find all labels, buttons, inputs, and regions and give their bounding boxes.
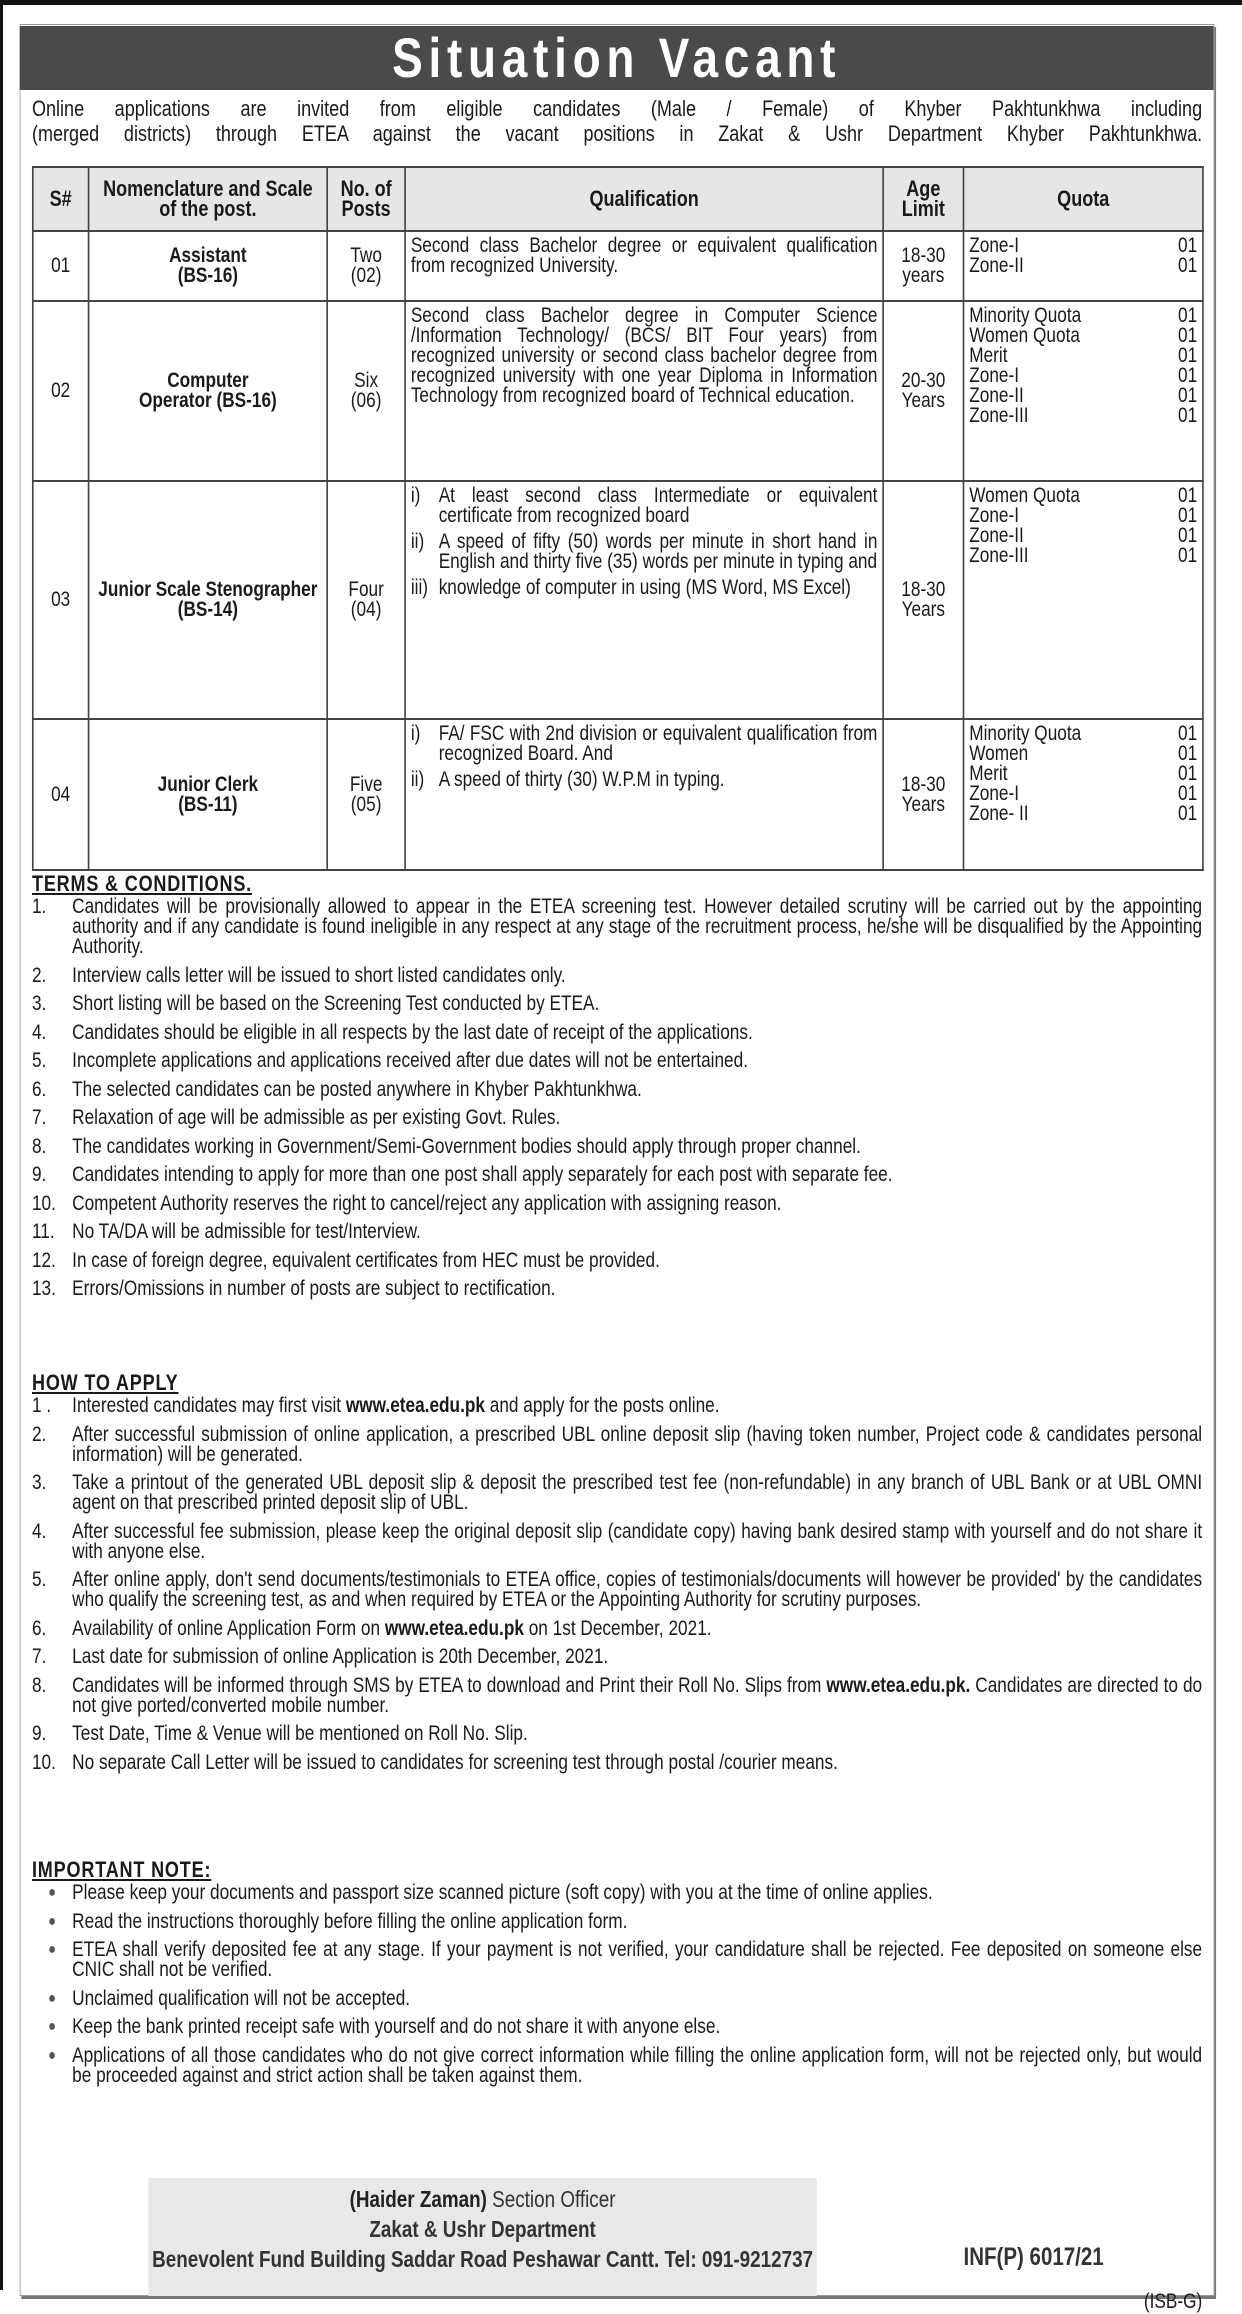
list-item bbox=[31, 963, 1202, 987]
posts-number: (06) bbox=[350, 389, 382, 412]
list-item bbox=[31, 1248, 1202, 1272]
list-item bbox=[32, 1986, 1202, 2010]
quota bbox=[964, 719, 1203, 870]
section-heading: HOW TO APPLY bbox=[31, 1370, 179, 1395]
quota-item bbox=[969, 784, 1197, 804]
bullet-icon: ● bbox=[48, 1989, 57, 2007]
list-item bbox=[32, 897, 1202, 957]
intro-text bbox=[32, 96, 1202, 146]
item-number: 2. bbox=[31, 1422, 47, 1446]
item-text bbox=[72, 1519, 1203, 1563]
website-link[interactable]: www.etea.edu.pk bbox=[345, 1394, 485, 1417]
quota-name: Zone-I bbox=[969, 504, 1020, 527]
qualification-item bbox=[411, 532, 878, 572]
quota-item bbox=[969, 526, 1197, 546]
item-text bbox=[72, 1647, 1202, 1667]
list-item bbox=[32, 1724, 1202, 1744]
quota-name: Zone-II bbox=[969, 384, 1024, 407]
quota-name: Zone-III bbox=[969, 544, 1029, 567]
bullet-icon: ● bbox=[48, 1884, 57, 1901]
item-number: 9. bbox=[31, 1163, 47, 1186]
item-number: 4. bbox=[31, 1020, 47, 1044]
quota-count: 01 bbox=[1178, 742, 1198, 765]
list-item bbox=[32, 1165, 1202, 1185]
quota-item bbox=[969, 486, 1197, 506]
qualification-item bbox=[411, 486, 878, 526]
quota-name: Minority Quota bbox=[969, 722, 1082, 745]
posts-number: (04) bbox=[350, 598, 382, 621]
item-text: No TA/DA will be admissible for test/Interview. bbox=[72, 1220, 421, 1243]
serial-number: 02 bbox=[33, 301, 89, 481]
bullet-icon: ● bbox=[48, 2018, 57, 2035]
quota bbox=[964, 481, 1203, 719]
post-name bbox=[89, 481, 328, 719]
quota-count: 01 bbox=[1178, 484, 1198, 507]
quota-count: 01 bbox=[1178, 544, 1198, 567]
table-row bbox=[33, 481, 1203, 719]
posts-word: Five bbox=[349, 772, 383, 796]
intro-line: (merged districts) through ETEA against the vacant positions in Zakat & Ushr Department Khyber Pakhtunkhwa. bbox=[31, 121, 1203, 146]
item-text: ETEA shall verify deposited fee at any stage. If your payment is not verified, your candidature shall be rejected. Fee deposited on someone else CNIC shall not be verified. bbox=[72, 1938, 1203, 1981]
column-header: Age Limit bbox=[883, 167, 963, 231]
post-scale: (BS-11) bbox=[178, 792, 238, 816]
quota-count: 01 bbox=[1178, 384, 1198, 407]
post-name bbox=[89, 231, 328, 301]
intro-line: Online applications are invited from eligible candidates (Male / Female) of Khyber Pakhtunkhwa including bbox=[31, 96, 1203, 121]
qualification bbox=[405, 719, 883, 870]
text-part: Test Date, Time & Venue will be mentioned on Roll No. Slip. bbox=[72, 1722, 528, 1745]
quota-name: Merit bbox=[969, 344, 1008, 367]
qualification bbox=[405, 301, 883, 481]
quota-item bbox=[969, 236, 1197, 256]
quota-name: Zone-I bbox=[969, 782, 1020, 805]
department: Zakat & Ushr Department bbox=[369, 2216, 596, 2242]
qualification-item bbox=[411, 236, 878, 276]
age-range: 18-30 bbox=[901, 244, 946, 267]
reference-number: INF(P) 6017/21 bbox=[963, 2243, 1104, 2271]
age-unit: years bbox=[902, 264, 945, 287]
item-text: Candidates intending to apply for more than one post shall apply separately for each post with separate fee. bbox=[72, 1163, 893, 1186]
list-item bbox=[31, 1134, 1202, 1158]
quota-item bbox=[969, 366, 1197, 386]
list-item bbox=[32, 1647, 1202, 1667]
signature-block bbox=[148, 2178, 816, 2296]
quota-name: Merit bbox=[969, 762, 1008, 785]
item-number: 6. bbox=[31, 1616, 47, 1640]
item-text bbox=[72, 1724, 1202, 1744]
posts-word: Six bbox=[354, 369, 379, 392]
quota-item bbox=[969, 406, 1197, 426]
list-item bbox=[31, 1616, 1202, 1640]
item-text bbox=[72, 1396, 1202, 1416]
address: Benevolent Fund Building Saddar Road Peshawar Cantt. Tel: 091-9212737 bbox=[152, 2246, 814, 2272]
quota-count: 01 bbox=[1178, 722, 1198, 745]
item-text: A speed of fifty (50) words per minute in short hand in English and thirty five (35) words per minute in typing and bbox=[438, 530, 878, 573]
quota-name: Zone- II bbox=[969, 802, 1029, 825]
item-text: Unclaimed qualification will not be accepted. bbox=[72, 1986, 411, 2010]
quota-name: Women Quota bbox=[969, 484, 1080, 507]
quota-count: 01 bbox=[1178, 802, 1198, 825]
posts-number: (02) bbox=[350, 264, 382, 287]
item-text: Interview calls letter will be issued to short listed candidates only. bbox=[72, 963, 566, 987]
age-unit: Years bbox=[901, 792, 946, 816]
number-of-posts bbox=[327, 481, 405, 719]
list-item bbox=[31, 1519, 1203, 1563]
quota-item bbox=[969, 546, 1197, 566]
age-unit: Years bbox=[901, 389, 946, 412]
list-item bbox=[31, 1422, 1203, 1466]
item-text: Incomplete applications and applications received after due dates will not be entertained. bbox=[72, 1049, 749, 1072]
item-text: Second class Bachelor degree or equivalent qualification from recognized University. bbox=[410, 234, 878, 277]
item-number: 1. bbox=[31, 895, 47, 918]
list-item bbox=[31, 1191, 1202, 1215]
item-number: 7. bbox=[31, 1645, 47, 1668]
item-number: 12. bbox=[31, 1248, 56, 1272]
quota-item bbox=[969, 306, 1197, 326]
item-text: knowledge of computer in using (MS Word, MS Excel) bbox=[438, 576, 851, 599]
item-text: At least second class Intermediate or equivalent certificate from recognized board bbox=[438, 484, 878, 527]
list-item bbox=[32, 1940, 1202, 1980]
important-note-section bbox=[31, 1857, 1203, 2094]
item-text: Keep the bank printed receipt safe with yourself and do not share it with anyone else. bbox=[72, 2015, 721, 2038]
item-text: Read the instructions thoroughly before filling the online application form. bbox=[72, 1909, 628, 1933]
text-part: Take a printout of the generated UBL deposit slip & deposit the prescribed test fee (non-refundable) in any branch of UBL Bank or at UBL OMNI agent on that prescribed printed deposit slip of UBL. bbox=[72, 1471, 1203, 1514]
age-range: 18-30 bbox=[901, 578, 946, 601]
quota-name: Minority Quota bbox=[969, 304, 1082, 327]
list-item bbox=[32, 2017, 1202, 2037]
item-text: Relaxation of age will be admissible as per existing Govt. Rules. bbox=[72, 1106, 561, 1129]
quota bbox=[964, 301, 1203, 481]
officer-name: (Haider Zaman) bbox=[349, 2186, 487, 2212]
age-unit: Years bbox=[901, 598, 946, 621]
item-number: 1 . bbox=[31, 1394, 52, 1417]
table-row bbox=[33, 301, 1203, 481]
post-title: Computer bbox=[167, 369, 249, 392]
quota-count: 01 bbox=[1178, 782, 1198, 805]
item-number: i) bbox=[410, 484, 421, 507]
list-item bbox=[31, 1020, 1202, 1044]
item-number: 7. bbox=[31, 1106, 47, 1129]
column-header: Quota bbox=[964, 167, 1203, 231]
section-heading: TERMS & CONDITIONS. bbox=[31, 871, 253, 896]
item-number: 10. bbox=[31, 1191, 56, 1215]
qualification-item bbox=[411, 578, 878, 598]
item-text: The selected candidates can be posted anywhere in Khyber Pakhtunkhwa. bbox=[72, 1077, 642, 1101]
terms-section bbox=[31, 871, 1203, 1308]
item-text bbox=[72, 1616, 1202, 1640]
website-link[interactable]: www.etea.edu.pk. bbox=[826, 1673, 971, 1697]
post-title: Assistant bbox=[169, 244, 247, 267]
how-to-apply-section bbox=[31, 1370, 1203, 1781]
text-part: on 1st December, 2021. bbox=[523, 1616, 712, 1640]
item-number: iii) bbox=[410, 576, 429, 599]
bullet-icon: ● bbox=[48, 1912, 57, 1930]
serial-number: 04 bbox=[33, 719, 89, 870]
agency-code: (ISB-G) bbox=[1143, 2290, 1203, 2313]
list-item bbox=[32, 2043, 1203, 2087]
post-scale: Operator (BS-16) bbox=[138, 389, 277, 412]
text-part: After successful submission of online application, a prescribed UBL online deposit slip (having token number, Project code & candidates personal information) will be generated. bbox=[72, 1422, 1203, 1466]
item-number: 13. bbox=[31, 1277, 56, 1300]
qualification-item bbox=[411, 724, 878, 764]
item-number: 4. bbox=[31, 1519, 47, 1543]
post-scale: (BS-16) bbox=[177, 264, 239, 287]
age-range: 20-30 bbox=[901, 369, 946, 392]
item-text: A speed of thirty (30) W.P.M in typing. bbox=[438, 768, 725, 791]
column-header: S# bbox=[33, 167, 89, 231]
column-header: Qualification bbox=[405, 167, 883, 231]
text-part: Availability of online Application Form on bbox=[72, 1616, 385, 1640]
item-number: 6. bbox=[31, 1077, 47, 1101]
quota-item bbox=[969, 386, 1197, 406]
number-of-posts bbox=[327, 719, 405, 870]
item-text: The candidates working in Government/Semi-Government bodies should apply through proper channel. bbox=[72, 1134, 861, 1158]
text-part: After online apply, don't send documents/testimonials to ETEA office, copies of testimonials/documents will however be provided' by the candidates who qualify the screening test, as and when required by ETEA or the Appointing Authority for scrutiny purposes. bbox=[72, 1568, 1203, 1611]
item-text: Competent Authority reserves the right to cancel/reject any application with assigning reason. bbox=[72, 1191, 782, 1215]
post-title: Junior Scale Stenographer bbox=[98, 578, 318, 601]
list-item bbox=[31, 1077, 1202, 1101]
officer-designation: Section Officer bbox=[486, 2186, 616, 2212]
number-of-posts bbox=[327, 301, 405, 481]
quota-name: Zone-I bbox=[969, 364, 1020, 387]
item-number: 11. bbox=[31, 1220, 55, 1243]
item-number: i) bbox=[410, 722, 421, 745]
item-number: 8. bbox=[31, 1134, 47, 1158]
quota-item bbox=[969, 346, 1197, 366]
quota-name: Zone-II bbox=[969, 254, 1024, 277]
text-part: Candidates are directed to do not give ported/converted mobile number. bbox=[72, 1673, 1203, 1717]
vacancy-table bbox=[32, 166, 1204, 871]
list-item bbox=[32, 1279, 1202, 1299]
list-item bbox=[32, 1883, 1202, 1903]
item-number: 8. bbox=[31, 1673, 47, 1697]
quota-item bbox=[969, 256, 1197, 276]
item-number: 5. bbox=[31, 1049, 47, 1072]
age-limit bbox=[883, 481, 963, 719]
number-of-posts bbox=[327, 231, 405, 301]
posts-word: Four bbox=[348, 578, 384, 601]
quota-count: 01 bbox=[1178, 504, 1198, 527]
quota-name: Zone-III bbox=[969, 404, 1029, 427]
item-text: Candidates will be provisionally allowed to appear in the ETEA screening test. However detailed scrutiny will be carried out by the appointing authority and if any candidate is found ineligible in any respect at any stage of the recruitment process, he/she will be disqualified by the Appointing Authority. bbox=[72, 895, 1203, 958]
item-number: ii) bbox=[410, 530, 425, 553]
list-item bbox=[31, 1750, 1202, 1774]
list-item bbox=[32, 1570, 1202, 1610]
quota-count: 01 bbox=[1178, 404, 1198, 427]
item-text bbox=[72, 1750, 1202, 1774]
quota-item bbox=[969, 804, 1197, 824]
quota-count: 01 bbox=[1178, 304, 1198, 327]
text-part: After successful fee submission, please keep the original deposit slip (candidate copy) having bank desired stamp with yourself and do not share it with anyone else. bbox=[72, 1519, 1203, 1563]
text-part: No separate Call Letter will be issued to candidates for screening test through postal /courier means. bbox=[72, 1750, 838, 1774]
quota bbox=[964, 231, 1203, 301]
item-text bbox=[72, 1422, 1203, 1466]
item-number: 9. bbox=[31, 1722, 47, 1745]
item-number: 3. bbox=[31, 992, 47, 1015]
qualification bbox=[405, 231, 883, 301]
list-item bbox=[32, 1473, 1202, 1513]
bullet-icon: ● bbox=[48, 2046, 57, 2064]
quota-item bbox=[969, 764, 1197, 784]
quota-name: Zone-II bbox=[969, 524, 1024, 547]
list-item bbox=[32, 1396, 1202, 1416]
quota-count: 01 bbox=[1178, 524, 1198, 547]
serial-number: 03 bbox=[33, 481, 89, 719]
item-text bbox=[72, 1570, 1202, 1610]
item-text: Please keep your documents and passport size scanned picture (soft copy) with you at the time of online applies. bbox=[72, 1881, 933, 1904]
list-item bbox=[32, 994, 1202, 1014]
item-number: 3. bbox=[31, 1471, 47, 1494]
quota-count: 01 bbox=[1178, 344, 1198, 367]
page-title: Situation Vacant bbox=[20, 26, 1214, 90]
qualification-item bbox=[411, 770, 878, 790]
quota-name: Women Quota bbox=[969, 324, 1080, 347]
item-text: FA/ FSC with 2nd division or equivalent qualification from recognized Board. And bbox=[438, 722, 878, 765]
list-item bbox=[31, 1673, 1203, 1717]
quota-count: 01 bbox=[1178, 364, 1198, 387]
item-text bbox=[72, 1673, 1203, 1717]
website-link[interactable]: www.etea.edu.pk bbox=[384, 1616, 524, 1640]
section-heading: IMPORTANT NOTE: bbox=[31, 1857, 212, 1882]
post-name bbox=[89, 301, 328, 481]
age-limit bbox=[883, 231, 963, 301]
quota-count: 01 bbox=[1178, 254, 1198, 277]
table-row bbox=[33, 719, 1203, 870]
post-name bbox=[89, 719, 328, 870]
text-part: Interested candidates may first visit bbox=[72, 1394, 346, 1417]
post-title: Junior Clerk bbox=[157, 772, 259, 796]
quota-count: 01 bbox=[1178, 324, 1198, 347]
item-number: 2. bbox=[31, 963, 47, 987]
qualification-item bbox=[411, 306, 878, 406]
table-row bbox=[33, 231, 1203, 301]
item-text: Second class Bachelor degree in Computer Science /Information Technology/ (BCS/ BIT Four years) from recognized university or second class bachelor degree from recognized university with one year Diploma in Information Technology from recognized board of Technical education. bbox=[410, 304, 878, 407]
item-number: 10. bbox=[31, 1750, 56, 1774]
quota-item bbox=[969, 506, 1197, 526]
item-number: ii) bbox=[410, 768, 425, 791]
age-limit bbox=[883, 301, 963, 481]
bullet-icon: ● bbox=[48, 1941, 57, 1958]
age-limit bbox=[883, 719, 963, 870]
text-part: and apply for the posts online. bbox=[484, 1394, 720, 1417]
serial-number: 01 bbox=[33, 231, 89, 301]
quota-item bbox=[969, 744, 1197, 764]
post-scale: (BS-14) bbox=[177, 598, 239, 621]
list-item bbox=[32, 1051, 1202, 1071]
item-number: 5. bbox=[31, 1568, 47, 1591]
quota-name: Zone-I bbox=[969, 234, 1020, 257]
age-range: 18-30 bbox=[901, 772, 946, 796]
column-header: No. of Posts bbox=[327, 167, 405, 231]
quota-count: 01 bbox=[1178, 762, 1198, 785]
item-text: Applications of all those candidates who do not give correct information while filling the online application form, will not be rejected only, but would be proceeded against and strict action shall be taken against them. bbox=[72, 2043, 1203, 2087]
list-item bbox=[32, 1909, 1202, 1933]
item-text: Errors/Omissions in number of posts are subject to rectification. bbox=[72, 1277, 556, 1300]
quota-item bbox=[969, 326, 1197, 346]
list-item bbox=[32, 1108, 1202, 1128]
item-text: In case of foreign degree, equivalent certificates from HEC must be provided. bbox=[72, 1248, 660, 1272]
posts-word: Two bbox=[350, 244, 382, 267]
quota-item bbox=[969, 724, 1197, 744]
quota-count: 01 bbox=[1178, 234, 1198, 257]
item-text bbox=[72, 1473, 1202, 1513]
column-header: Nomenclature and Scale of the post. bbox=[89, 167, 328, 231]
posts-number: (05) bbox=[350, 792, 382, 816]
text-part: Last date for submission of online Application is 20th December, 2021. bbox=[72, 1645, 609, 1668]
list-item bbox=[32, 1222, 1202, 1242]
text-part: Candidates will be informed through SMS by ETEA to download and Print their Roll No. Slips from bbox=[72, 1673, 827, 1697]
item-text: Short listing will be based on the Screening Test conducted by ETEA. bbox=[72, 992, 600, 1015]
item-text: Candidates should be eligible in all respects by the last date of receipt of the applications. bbox=[72, 1020, 753, 1044]
quota-name: Women bbox=[969, 742, 1029, 765]
qualification bbox=[405, 481, 883, 719]
